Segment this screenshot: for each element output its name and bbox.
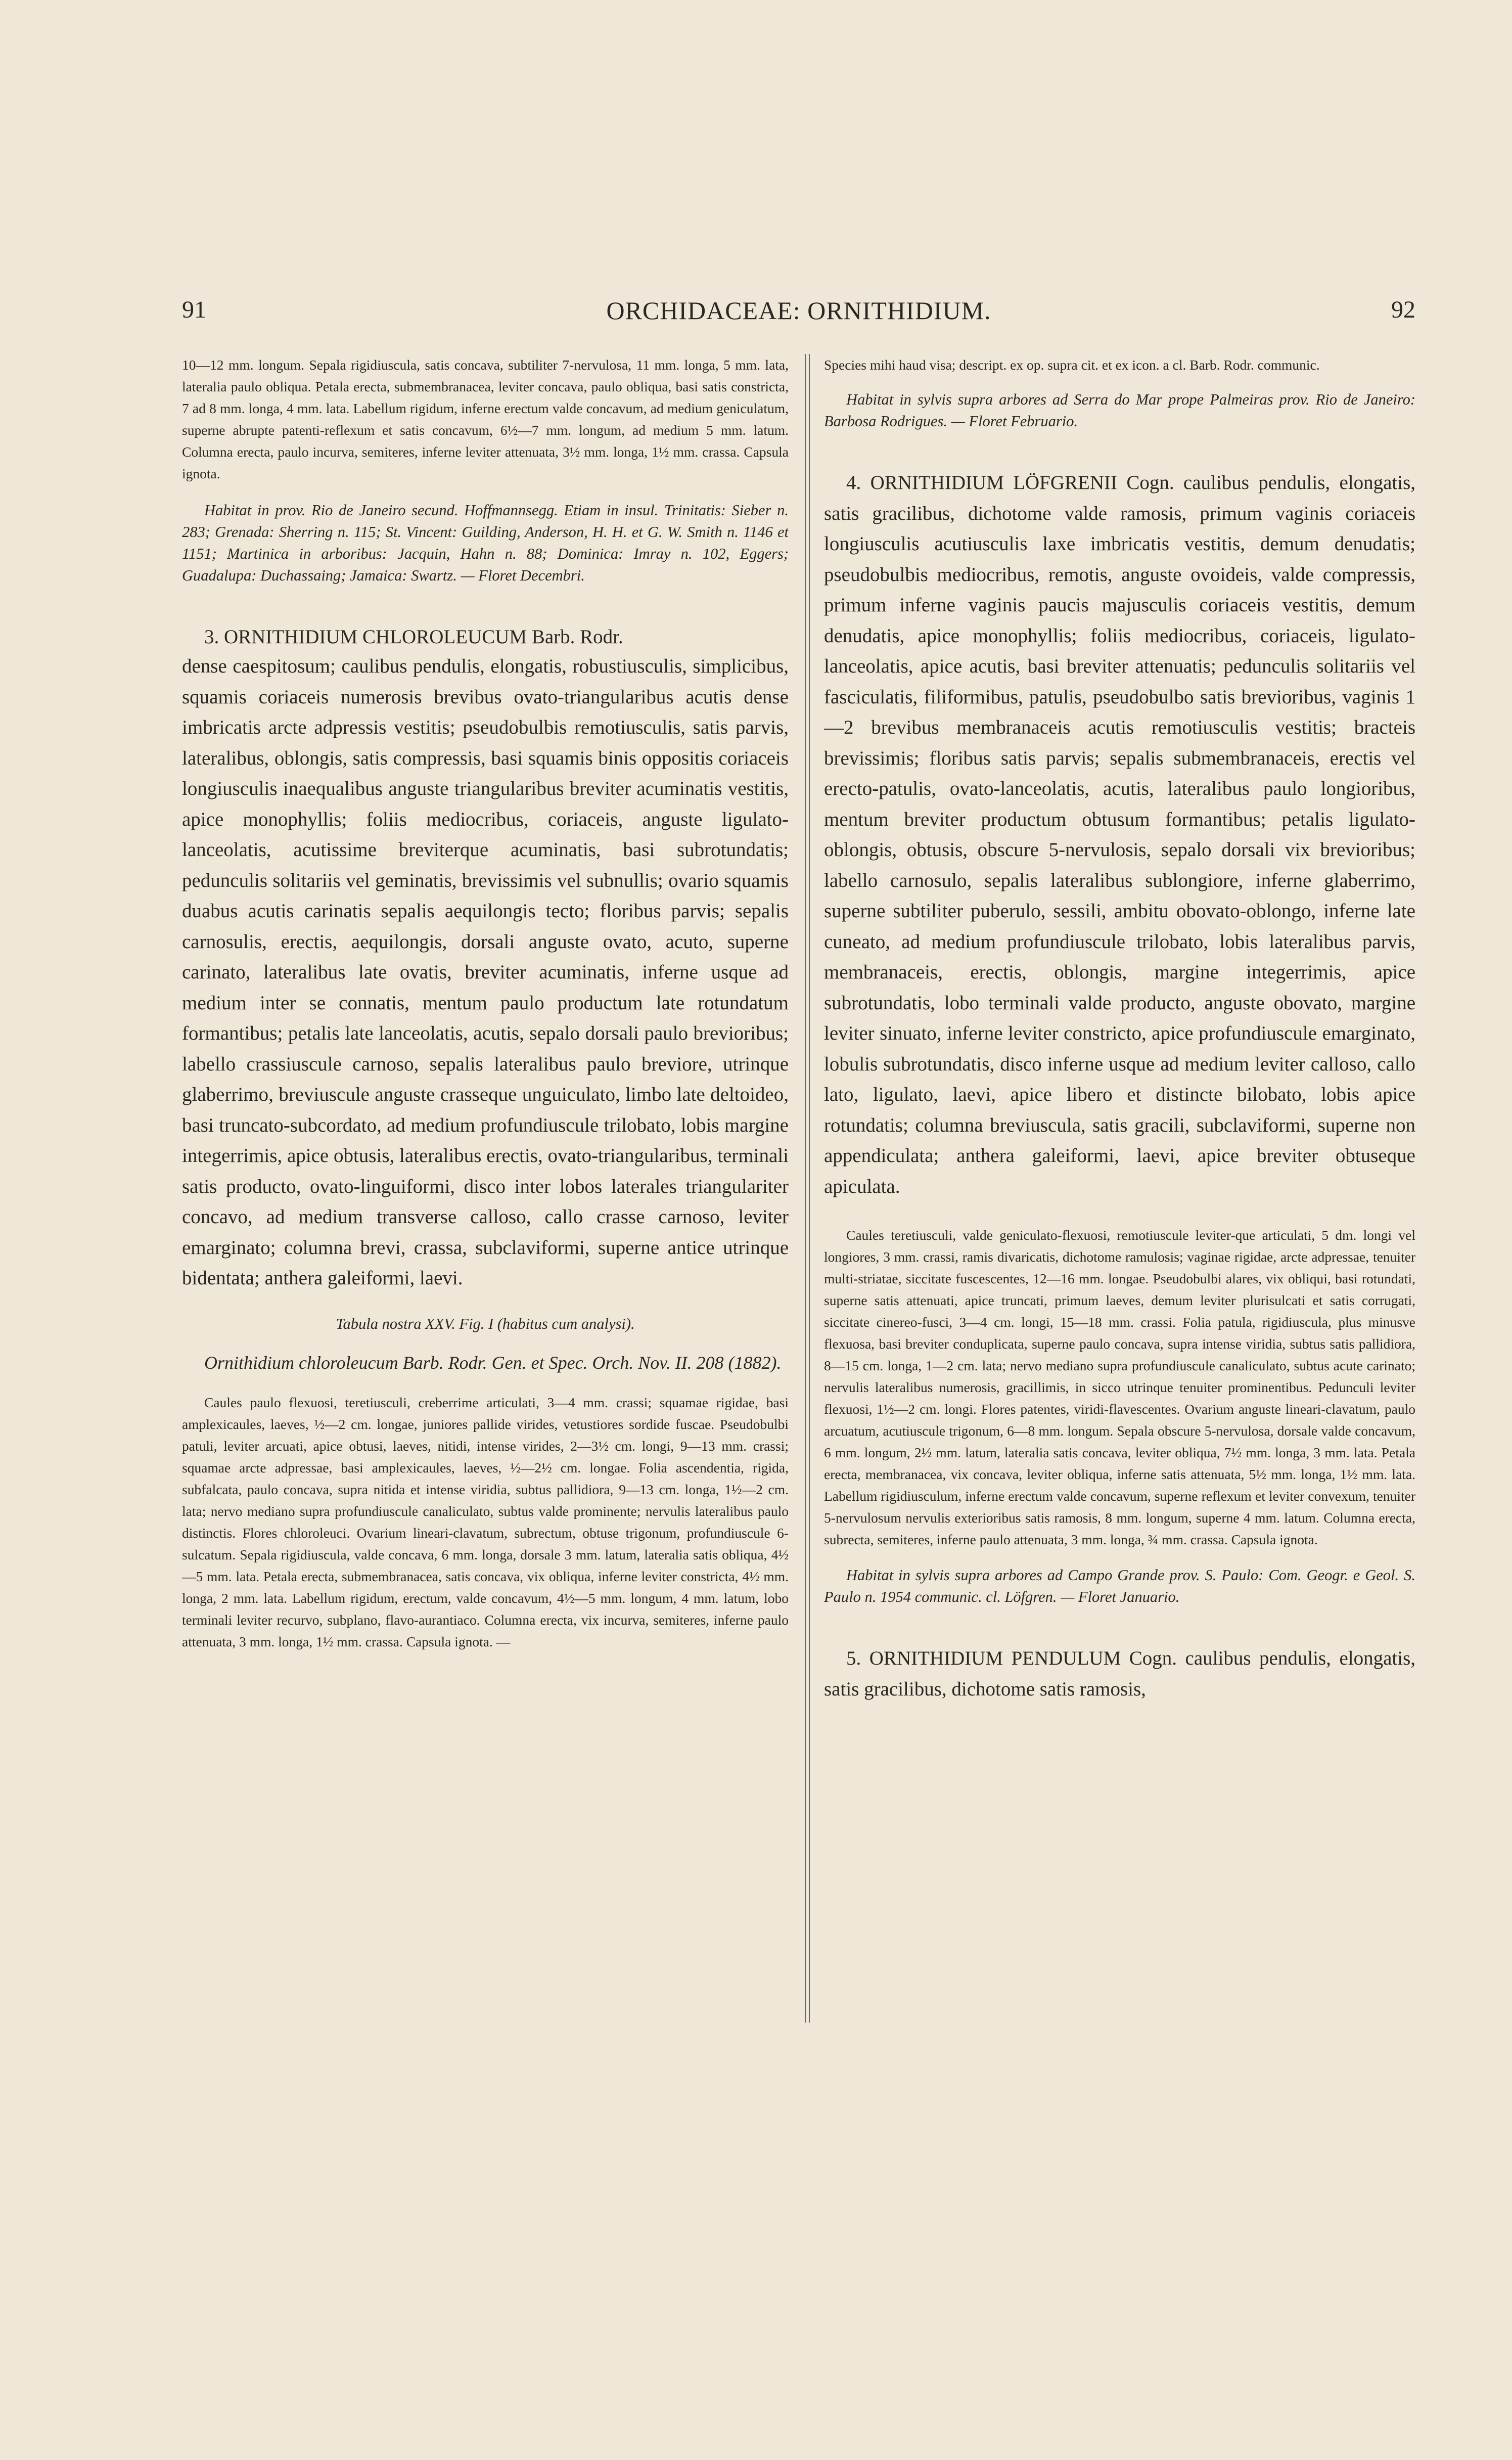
species-description: dense caespitosum; caulibus pendulis, elongatis, robustiusculis, simplicibus, squamis coriaceis numerosis brevibus ovato-triangularibus acutis dense imbricatis arcte adpressis vestitis; pseudobulbis remotiusculis, satis parvis, lateralibus, oblongis, satis compressis, basi squamis binis oppositis coriaceis longiusculis inaequalibus anguste triangularibus breviter acuminatis vestitis, apice monophyllis; foliis mediocribus, coriaceis, anguste ligulato-lanceolatis, acutissime breviterque acuminatis, basi subrotundatis; pedunculis solitariis vel geminatis, brevissimis vel subnullis; ovario squamis duabus acutis carinatis sepalis aequilongis tecto; floribus parvis; sepalis carnosulis, erectis, aequilongis, dorsali anguste ovato, acuto, superne carinato, lateralibus late ovatis, breviter acuminatis, inferne usque ad medium inter se connatis, mentum paulo productum late rotundatum formantibus; petalis late lanceolatis, acutis, sepalo dorsali paulo brevioribus; labello crassiuscule carnoso, sepalis lateralibus paulo breviore, utrinque glaberrimo, breviuscule anguste crasseque unguiculato, limbo late deltoideo, basi truncato-subcordato, ad medium profundiuscule trilobato, lobis margine integerrimis, apice obtusis, lateralibus erectis, ovato-triangularibus, terminali satis producto, ovato-linguiformi, disco inter lobos laterales triangulariter concavo, ad medium transverse calloso, callo crasse carnoso, leviter emarginato; columna brevi, crassa, subclaviformi, superne antice utrinque bidentata; anthera galeiformi, laevi.	[182, 655, 789, 1289]
species-description: caulibus pendulis, elongatis, satis gracilibus, dichotome satis ramosis,	[824, 1647, 1415, 1700]
habitat-paragraph: Habitat in sylvis supra arbores ad Campo Grande prov. S. Paulo: Com. Geogr. e Geol. S. Paulo n. 1954 communic. cl. Löfgren. — Floret Januario.	[824, 1567, 1415, 1605]
species-entry	[824, 1643, 1415, 1705]
habitat-paragraph: Habitat in sylvis supra arbores ad Serra do Mar prope Palmeiras prov. Rio de Janeiro: Barbosa Rodrigues. — Floret Februario.	[824, 391, 1415, 430]
description-continued: 10—12 mm. longum. Sepala rigidiuscula, satis concava, subtiliter 7-nervulosa, 11 mm. longa, 5 mm. lata, lateralia paulo obliqua. Petala erecta, submembranacea, leviter concava, paulo obliqua, basi satis constricta, 7 ad 8 mm. longa, 4 mm. lata. Labellum rigidum, inferne erectum valde concavum, ad medium geniculatum, superne abrupte patenti-reflexum et satis concavum, 6½—7 mm. longum, ad medium 5 mm. latum. Columna erecta, paulo incurva, semiteres, inferne leviter attenuata, 3½ mm. longa, 1½ mm. crassa. Capsula ignota.	[182, 357, 789, 481]
column-divider	[805, 354, 806, 2023]
species-note: Species mihi haud visa; descript. ex op. supra cit. et ex icon. a cl. Barb. Rodr. communic.	[824, 357, 1320, 373]
plate-reference: Tabula nostra XXV. Fig. I (habitus cum analysi).	[336, 1315, 635, 1332]
column-divider	[809, 354, 810, 2023]
species-heading: 3. ORNITHIDIUM CHLOROLEUCUM Barb. Rodr.	[204, 626, 623, 648]
right-column	[824, 354, 1415, 1705]
synonym-citation: Ornithidium chloroleucum Barb. Rodr. Gen. et Spec. Orch. Nov. II. 208 (1882).	[204, 1352, 782, 1373]
detailed-description: Caules teretiusculi, valde geniculato-flexuosi, remotiuscule leviter-que articulati, 5 dm. longi vel longiores, 3 mm. crassi, ramis divaricatis, dichotome ramulosis; vaginae rigidae, arcte adpressae, tenuiter multi-striatae, siccitate fuscescentes, 12—16 mm. longae. Pseudobulbi alares, vix obliqui, basi rotundati, superne satis attenuati, apice truncati, primum laeves, demum leviter plurisulcati et satis corrugati, siccitate cinereo-fusci, 3—4 cm. longi, 15—18 mm. crassi. Folia patula, rigidiuscula, plus minusve flexuosa, basi breviter conduplicata, superne paulo concava, supra intense viridia, subtus satis pallidiora, 8—15 cm. longa, 1—2 cm. lata; nervo mediano supra profundiuscule canaliculato, subtus acute carinato; nervulis lateralibus numerosis, gracillimis, in sicco utrinque tenuiter prominentibus. Pedunculi leviter flexuosi, 1½—2 cm. longi. Flores patentes, viridi-flavescentes. Ovarium anguste lineari-clavatum, paulo arcuatum, acutiuscule trigonum, 6—8 mm. longum. Sepala obscure 5-nervulosa, dorsale valde concavum, 6 mm. longum, 2½ mm. latum, lateralia satis concava, leviter obliqua, 7½ mm. longa, 3 mm. lata. Petala erecta, membranacea, vix concava, leviter obliqua, inferne satis attenuata, 5½ mm. longa, 1½ mm. lata. Labellum rigidiusculum, inferne erectum valde concavum, superne reflexum et leviter convexum, tenuiter 5-nervulosum nervulis exterioribus satis ramosis, 8 mm. longum, superne 4 mm. latum. Columna erecta, subrecta, semiteres, inferne paulo attenuata, 3 mm. longa, ¾ mm. crassa. Capsula ignota.	[824, 1227, 1415, 1547]
page-number-left: 91	[182, 296, 206, 323]
species-description: caulibus pendulis, elongatis, satis gracilibus, dichotome valde ramosis, primum vaginis coriaceis longiusculis acutiusculis laxe imbricatis vestitis, demum denudatis; pseudobulbis mediocribus, remotis, anguste ovoideis, valde compressis, primum inferne vaginis paucis majusculis coriaceis vestitis, demum denudatis, apice monophyllis; foliis mediocribus, coriaceis, ligulato-lanceolatis, apice acutis, basi breviter attenuatis; pedunculis solitariis vel fasciculatis, filiformibus, patulis, pseudobulbo satis brevioribus, vaginis 1—2 brevibus membranaceis acutis remotiusculis vestitis; bracteis brevissimis; floribus satis parvis; sepalis submembranaceis, erectis vel erecto-patulis, ovato-lanceolatis, acutis, lateralibus paulo longioribus, mentum breviter productum obtusum formantibus; petalis ligulato-oblongis, obtusis, obscure 5-nervulosis, sepalo dorsali vix brevioribus; labello carnosulo, sepalis lateralibus sublongiore, inferne glaberrimo, superne subtiliter puberulo, sessili, ambitu obovato-oblongo, inferne late cuneato, ad medium profundiuscule trilobato, lobis lateralibus parvis, membranaceis, erectis, oblongis, margine integerrimis, apice subrotundatis, lobo terminali valde producto, anguste obovato, margine leviter sinuato, inferne leviter constricto, apice profundiuscule emarginato, lobulis subrotundatis, disco inferne usque ad medium leviter calloso, callo lato, ligulato, laevi, apice libero et distincte bilobato, lobis apice rotundatis; columna breviuscula, satis gracili, subclaviformi, superne non appendiculata; anthera galeiformi, laevi, apice breviter obtuseque apiculata.	[824, 472, 1415, 1197]
left-column	[182, 354, 789, 1652]
detailed-description: Caules paulo flexuosi, teretiusculi, creberrime articulati, 3—4 mm. crassi; squamae rigidae, basi amplexicaules, laeves, ½—2 cm. longae, juniores pallide virides, vetustiores sordide fuscae. Pseudobulbi patuli, leviter arcuati, apice obtusi, laeves, nitidi, intense virides, 2—3½ cm. longi, 9—13 mm. crassi; squamae arcte adpressae, basi amplexicaules, laeves, ½—2½ cm. longae. Folia ascendentia, rigida, subfalcata, paulo concava, supra nitida et intense viridia, subtus pallidiora, 9—13 cm. longa, 1½—2 cm. lata; nervo mediano supra profundiuscule canaliculato, subtus valde prominente; nervulis lateralibus paulo distinctis. Flores chloroleuci. Ovarium lineari-clavatum, subrectum, obtuse trigonum, profundiuscule 6-sulcatum. Sepala rigidiuscula, valde concava, 6 mm. longa, dorsale 3 mm. latum, lateralia satis obliqua, 4½—5 mm. lata. Petala erecta, submembranacea, satis concava, vix obliqua, inferne leviter constricta, 4½ mm. longa, 2 mm. lata. Labellum rigidum, erectum, valde concavum, 4½—5 mm. longum, 4 mm. latum, lobo terminali leviter recurvo, subplano, flavo-aurantiaco. Columna erecta, vix incurva, semiteres, inferne paulo attenuata, 3 mm. longa, 1½ mm. crassa. Capsula ignota. —	[182, 1394, 789, 1649]
running-header	[182, 291, 1415, 336]
species-entry	[824, 468, 1415, 1202]
species-heading: 5. ORNITHIDIUM PENDULUM Cogn.	[846, 1647, 1177, 1669]
page-number-right: 92	[1391, 296, 1415, 323]
habitat-paragraph: Habitat in prov. Rio de Janeiro secund. Hoffmannsegg. Etiam in insul. Trinitatis: Sieber n. 283; Grenada: Sherring n. 115; St. Vincent: Guilding, Anderson, H. H. et G. W. Smith n. 1146 et 1151; Martinica in arboribus: Jacquin, Hahn n. 88; Dominica: Imray n. 102, Eggers; Guadalupa: Duchassaing; Jamaica: Swartz. — Floret Decembri.	[182, 502, 789, 584]
running-title: ORCHIDACEAE: ORNITHIDIUM.	[606, 296, 991, 325]
species-heading: 4. ORNITHIDIUM LÖFGRENII Cogn.	[846, 472, 1174, 494]
